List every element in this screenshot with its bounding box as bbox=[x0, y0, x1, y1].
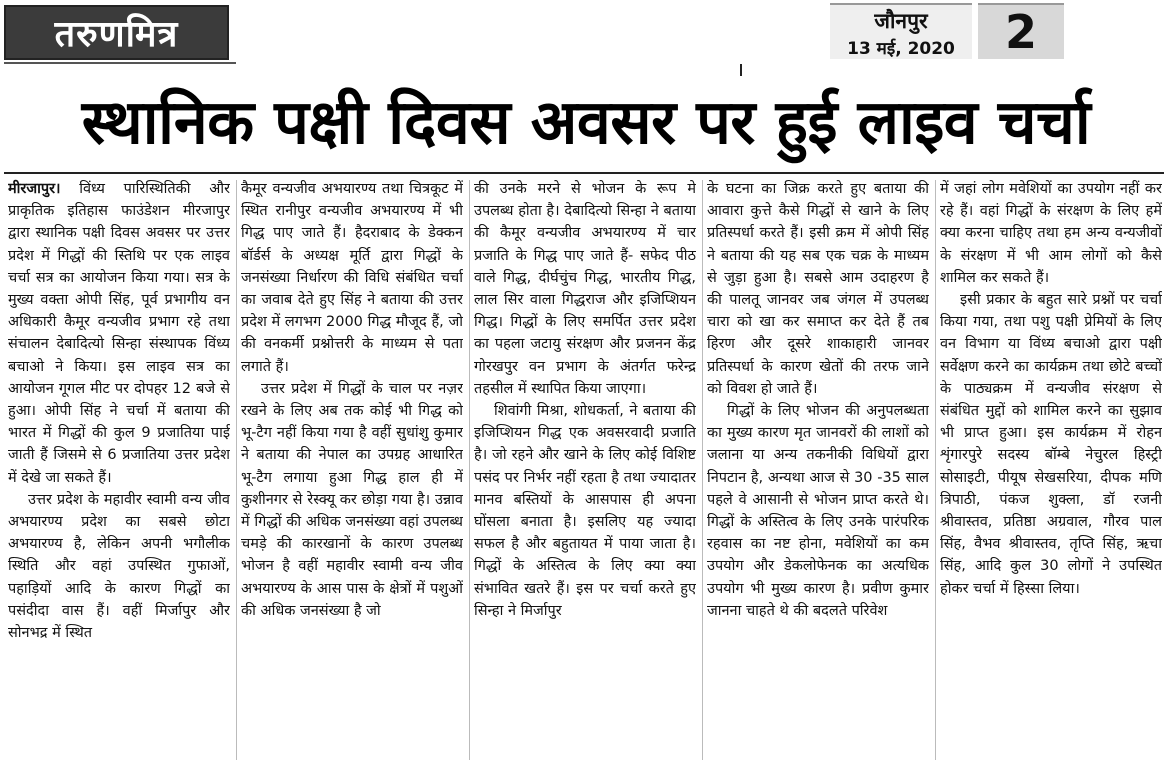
column-divider bbox=[469, 180, 470, 760]
headline-rule bbox=[4, 172, 1164, 174]
masthead bbox=[0, 0, 1172, 66]
edition-city: जौनपुर bbox=[874, 9, 928, 33]
column-divider bbox=[236, 180, 237, 760]
article-paragraph: शिवांगी मिश्रा, शोधकर्ता, ने बताया की इजिप्शियन गिद्ध एक अवसरवादी प्रजाति है। जो रहने और खाने के लिए कोई विशिष्ट पसंद पर निर्भर नहीं रहता है तथा ज्यादातर मानव बस्तियों के आसपास ही अपना घोंसला बनाता है। इसलिए यह ज्यादा सफल है और बहुतायत में पाया जाता है। गिद्धों के अस्तित्व के लिए क्या क्या संभावित खतरे हैं। इस पर चर्चा करते हुए सिन्हा ने मिर्जापुर bbox=[474, 403, 696, 619]
article-paragraph: गिद्धों के लिए भोजन की अनुपलब्धता का मुख्य कारण मृत जानवरों की लाशों को जलाना या अन्य तकनीकी विधियों द्वारा निपटान है, अन्यथा आज से 30 -35 साल पहले वे आसानी से भोजन प्राप्त करते थे। गिद्धों के अस्तित्व के लिए उनके पारंपरिक रहवास का नष्ट होना, मवेशियों का कम उपयोग और डेकलोफेनक का अत्यधिक उपयोग भी मुख्य कारण है। प्रवीण कुमार जानना चाहते थे की बदलते परिवेश bbox=[707, 403, 929, 619]
article-column-1 bbox=[8, 178, 230, 762]
article-paragraph: कैमूर वन्यजीव अभयारण्य तथा चित्रकूट में स्थित रानीपुर वन्यजीव अभयारण्य में भी गिद्ध पाए जाते हैं। हैदराबाद के डेक्कन बॉर्डर्स के अध्यक्ष मूर्ति द्वारा गिद्धों के जनसंख्या निर्धारण की विधि संबंधित चर्चा का जवाब देते हुए सिंह ने बताया की उत्तर प्रदेश में लगभग 2000 गिद्ध मौजूद हैं, जो की वनकर्मी प्रश्नोत्तरी के माध्यम से पता लगाते हैं। bbox=[241, 181, 463, 375]
logo-underline bbox=[4, 62, 236, 64]
article-paragraph: में जहां लोग मवेशियों का उपयोग नहीं कर रहे हैं। वहां गिद्धों के संरक्षण के लिए हमें क्या करना चाहिए तथा हम अन्य वन्यजीवों के संरक्षण में भी आम लोगों को कैसे शामिल कर सकते हैं। bbox=[940, 181, 1162, 286]
newspaper-logo bbox=[4, 5, 229, 60]
divider-tick bbox=[740, 64, 742, 76]
article-column-5 bbox=[940, 178, 1162, 762]
article-paragraph: इसी प्रकार के बहुत सारे प्रश्नों पर चर्चा किया गया, तथा पशु पक्षी प्रेमियों के लिए वन विभाग या विंध्य बचाओ द्वारा पक्षी सर्वेक्षण करने का कार्यक्रम तथा छोटे बच्चों के पाठ्यक्रम में वन्यजीव संरक्षण से संबंधित मुद्दों को शामिल करने का सुझाव भी प्राप्त हुआ। इस कार्यक्रम में रोहन शृंगारपुरे सदस्य बॉम्बे नेचुरल हिस्ट्री सोसाइटी, पीयूष सेखसरिया, दीपक मणि त्रिपाठी, पंकज शुक्ला, डॉ रजनी श्रीवास्तव, प्रतिष्ठा अग्रवाल, गौरव पाल सिंह, वैभव श्रीवास्तव, तृप्ति सिंह, ऋचा सिंह, आदि कुल 30 लोगों ने उपस्थित होकर चर्चा में हिस्सा लिया। bbox=[940, 292, 1162, 597]
edition-box bbox=[830, 3, 972, 59]
page-number: 2 bbox=[978, 3, 1064, 59]
article-paragraph: की उनके मरने से भोजन के रूप मे उपलब्ध होता है। देबादित्यो सिन्हा ने बताया की कैमूर वन्यजीव अभयारण्य में चार प्रजाति के गिद्ध पाए जाते हैं- सफेद पीठ वाले गिद्ध, दीर्घचुंच गिद्ध, भारतीय गिद्ध, लाल सिर वाला गिद्धराज और इजिप्शियन गिद्ध। गिद्धों के लिए समर्पित उत्तर प्रदेश का पहला जटायु संरक्षण और प्रजनन केंद्र गोरखपुर वन प्रभाग के अंतर्गत फरेन्द्र तहसील में स्थापित किया जाएगा। bbox=[474, 181, 696, 397]
column-divider bbox=[702, 180, 703, 760]
edition-date: 13 मई, 2020 bbox=[847, 39, 955, 59]
article-paragraph: के घटना का जिक्र करते हुए बताया की आवारा कुत्ते कैसे गिद्धों से खाने के लिए प्रतिस्पर्धा करते हैं। इसी क्रम में ओपी सिंह ने बताया की यह सब एक चक्र के माध्यम से जुड़ा हुआ है। सबसे आम उदाहरण है की पालतू जानवर जब जंगल में उपलब्ध चारा को खा कर समाप्त कर देते हैं तब हिरण और दूसरे शाकाहारी जानवर प्रतिस्पर्धा के कारण खेतों की तरफ जाने को विवश हो जाते हैं। bbox=[707, 181, 929, 397]
article-dateline: मीरजापुर। bbox=[8, 181, 61, 197]
article-paragraph: उत्तर प्रदेश के महावीर स्वामी वन्य जीव अभयारण्य प्रदेश का सबसे छोटा अभयारण्य है, लेकिन अपनी भगौलीक स्थिति और वहां उपस्थित गुफाओं, पहाड़ियों आदि के कारण गिद्धों का पसंदीदा वास हैं। वहीं मिर्जापुर और सोनभद्र में स्थित bbox=[8, 491, 230, 642]
column-divider bbox=[935, 180, 936, 760]
article-paragraph: उत्तर प्रदेश में गिद्धों के चाल पर नज़र रखने के लिए अब तक कोई भी गिद्ध को भू-टैग नहीं किया गया है वहीं सुधांशु कुमार ने बताया की नेपाल का उपग्रह आधारित भू-टैग लगाया हुआ गिद्ध हाल ही में कुशीनगर से रेस्क्यू कर छोड़ा गया है। उन्नाव में गिद्धों की अधिक जनसंख्या वहां उपलब्ध चमड़े की कारखानों के कारण उपलब्ध भोजन है वहीं महावीर स्वामी वन्य जीव अभयारण्य के आस पास के क्षेत्रों में पशुओं की अधिक जनसंख्या है जो bbox=[241, 380, 463, 619]
article-column-4 bbox=[707, 178, 929, 762]
article-column-3 bbox=[474, 178, 696, 762]
logo-text: तरुणमित्र bbox=[54, 14, 179, 55]
paragraph-text: विंध्य पारिस्थितिकी और प्राकृतिक इतिहास फाउंडेशन मीरजापुर द्वारा स्थानिक पक्षी दिवस अवसर पर उत्तर प्रदेश में गिद्धों की स्तिथि पर एक लाइव चर्चा सत्र का आयोजन किया गया। सत्र के मुख्य वक्ता ओपी सिंह, पूर्व प्रभागीय वन अधिकारी कैमूर वन्यजीव प्रभाग रहे तथा संचालन देबादित्यो सिन्हा संस्थापक विंध्य बचाओ ने किया। इस लाइव सत्र का आयोजन गूगल मीट पर दोपहर 12 बजे से हुआ। ओपी सिंह ने चर्चा में बताया की भारत में गिद्धों की कुल 9 प्रजातिया पाई जाती हैं जिसमे से 6 प्रजातिया उत्तर प्रदेश में देखे जा सकते हैं। bbox=[8, 181, 230, 486]
article-paragraph bbox=[8, 178, 230, 489]
article-headline: स्थानिक पक्षी दिवस अवसर पर हुई लाइव चर्चा bbox=[81, 87, 1091, 158]
article-column-2 bbox=[241, 178, 463, 762]
article-body bbox=[8, 178, 1162, 762]
